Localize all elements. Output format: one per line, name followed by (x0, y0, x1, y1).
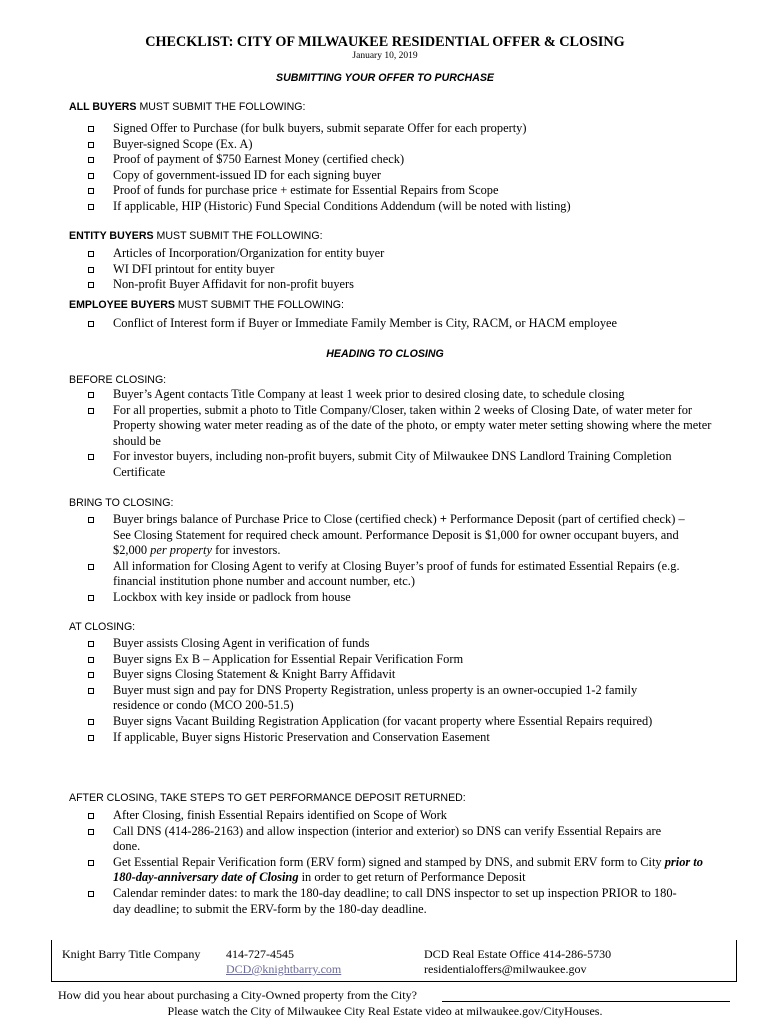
checkbox-icon[interactable] (88, 564, 94, 570)
checkbox-icon[interactable] (88, 891, 94, 897)
item-text: Proof of funds for purchase price + estimate for Essential Repairs from Scope (113, 183, 499, 198)
list-item (0, 824, 683, 855)
list-item (0, 316, 733, 332)
checkbox-icon[interactable] (88, 517, 94, 523)
item-text: Buyer must sign and pay for DNS Property Registration, unless property is an owner-occupied 1-2 family residence or condo (MCO 200-51.5) (113, 682, 638, 713)
all-buyers-heading-rest: MUST SUBMIT THE FOLLOWING: (136, 101, 306, 113)
employee-buyers-list (0, 316, 770, 332)
item-text: If applicable, Buyer signs Historic Preservation and Conservation Easement (113, 729, 490, 744)
item-text: Articles of Incorporation/Organization for entity buyer (113, 246, 385, 260)
checkbox-icon[interactable] (88, 454, 94, 460)
checkbox-icon[interactable] (88, 321, 94, 327)
item-text-part: Get Essential Repair Verification form (ERV form) signed and stamped by DNS, and submit ERV form to City (113, 854, 665, 869)
item-text: Buyer signs Vacant Building Registration Application (for vacant property where Essential Repairs required) (113, 713, 653, 728)
checkbox-icon[interactable] (88, 282, 94, 288)
survey-question: How did you hear about purchasing a City-Owned property from the City? (58, 988, 417, 1002)
list-item (0, 277, 713, 293)
checkbox-icon[interactable] (88, 173, 94, 179)
list-item (0, 168, 713, 184)
item-text: If applicable, HIP (Historic) Fund Special Conditions Addendum (will be noted with listing) (113, 198, 571, 213)
document-title: CHECKLIST: CITY OF MILWAUKEE RESIDENTIAL OFFER & CLOSING (145, 34, 625, 50)
list-item (0, 183, 713, 199)
checkbox-icon[interactable] (88, 813, 94, 819)
item-text: Buyer’s Agent contacts Title Company at least 1 week prior to desired closing date, to schedule closing (113, 387, 625, 401)
item-text: Buyer signs Ex B – Application for Essential Repair Verification Form (113, 651, 464, 666)
item-text: After Closing, finish Essential Repairs identified on Scope of Work (113, 808, 447, 822)
employee-buyers-heading-rest: MUST SUBMIT THE FOLLOWING: (174, 299, 344, 311)
list-item (0, 636, 713, 652)
checkbox-icon[interactable] (88, 672, 94, 678)
checkbox-icon[interactable] (88, 829, 94, 835)
list-item (0, 886, 693, 917)
list-item (0, 262, 713, 278)
bring-to-closing-heading: BRING TO CLOSING: (69, 497, 174, 509)
checkbox-icon[interactable] (88, 204, 94, 210)
list-item (0, 730, 713, 746)
list-item (0, 403, 713, 450)
item-text: Calendar reminder dates: to mark the 180-day deadline; to call DNS inspector to set up inspection PRIOR to 180-day deadline; to submit the ERV-form by the 180-day deadline. (113, 885, 677, 916)
checkbox-icon[interactable] (88, 641, 94, 647)
item-text-part: for investors. (212, 543, 281, 558)
item-text: Buyer-signed Scope (Ex. A) (113, 136, 253, 151)
list-item (0, 199, 713, 215)
plus-sign: + (439, 512, 447, 526)
list-item (0, 152, 713, 168)
all-buyers-heading (69, 101, 305, 113)
entity-buyers-heading (69, 230, 323, 242)
item-text: WI DFI printout for entity buyer (113, 261, 275, 276)
list-item (0, 590, 713, 606)
all-buyers-heading-bold: ALL BUYERS (69, 101, 137, 113)
item-text: Signed Offer to Purchase (for bulk buyers, submit separate Offer for each property) (113, 121, 527, 135)
list-item (0, 121, 713, 137)
checkbox-icon[interactable] (88, 188, 94, 194)
all-buyers-list (0, 121, 770, 215)
list-item (0, 246, 713, 262)
bring-to-closing-list (0, 512, 770, 606)
item-text: Buyer assists Closing Agent in verification of funds (113, 636, 370, 650)
list-item (0, 559, 690, 590)
item-text (113, 855, 703, 885)
list-item (0, 667, 713, 683)
document-date: January 10, 2019 (352, 51, 418, 61)
checkbox-icon[interactable] (88, 408, 94, 414)
item-text: Proof of payment of $750 Earnest Money (certified check) (113, 152, 405, 167)
item-text-emphasis: prior to 180-day-anniversary date of Closing (113, 854, 703, 885)
contact-box (51, 940, 737, 982)
item-text: All information for Closing Agent to verify at Closing Buyer’s proof of funds for estimated Essential Repairs (e.g. financial institution phone number and account number, etc.) (113, 558, 680, 589)
dcd-email: residentialoffers@milwaukee.gov (424, 962, 587, 976)
checkbox-icon[interactable] (88, 392, 94, 398)
item-text-part: Performance Deposit (part of certified check) – See Closing Statement for required check amount. Performance Deposit is $1,000 for owner occupant buyers, and $2,000 (113, 512, 685, 558)
item-text-emphasis: per property (150, 543, 212, 558)
checkbox-icon[interactable] (88, 688, 94, 694)
item-text: Buyer signs Closing Statement & Knight Barry Affidavit (113, 667, 396, 682)
checkbox-icon[interactable] (88, 860, 94, 866)
title-company-email-link[interactable]: DCD@knightbarry.com (226, 962, 342, 976)
section-title-closing: HEADING TO CLOSING (326, 348, 444, 360)
after-closing-list (0, 808, 770, 917)
list-item (0, 652, 713, 668)
item-text-part: Buyer brings balance of Purchase Price to Close (certified check) (113, 512, 440, 526)
list-item (0, 683, 678, 714)
before-closing-heading: BEFORE CLOSING: (69, 374, 167, 386)
checkbox-icon[interactable] (88, 157, 94, 163)
dcd-office: DCD Real Estate Office 414-286-5730 (424, 947, 612, 961)
checkbox-icon[interactable] (88, 735, 94, 741)
list-item (0, 855, 703, 886)
item-text: Call DNS (414-286-2163) and allow inspection (interior and exterior) so DNS can verify Essential Repairs are done. (113, 823, 662, 854)
video-note: Please watch the City of Milwaukee City Real Estate video at milwaukee.gov/CityHouses. (167, 1004, 603, 1018)
survey-answer-line[interactable] (442, 1001, 730, 1002)
at-closing-list (0, 636, 770, 745)
list-item (0, 512, 690, 559)
checkbox-icon[interactable] (88, 595, 94, 601)
list-item (0, 387, 713, 403)
list-item (0, 137, 713, 153)
item-text-part: in order to get return of Performance Deposit (298, 870, 526, 885)
item-text: Conflict of Interest form if Buyer or Immediate Family Member is City, RACM, or HACM employee (113, 316, 618, 330)
item-text: Non-profit Buyer Affidavit for non-profit buyers (113, 277, 354, 292)
checkbox-icon[interactable] (88, 719, 94, 725)
checkbox-icon[interactable] (88, 267, 94, 273)
title-company-phone: 414-727-4545 (226, 947, 294, 961)
item-text: Lockbox with key inside or padlock from house (113, 589, 351, 604)
before-closing-list (0, 387, 770, 481)
checkbox-icon[interactable] (88, 126, 94, 132)
section-title-submitting: SUBMITTING YOUR OFFER TO PURCHASE (276, 72, 494, 84)
item-text (113, 512, 685, 557)
employee-buyers-heading (69, 299, 344, 311)
item-text: For investor buyers, including non-profit buyers, submit City of Milwaukee DNS Landlord Training Completion Certificate (113, 449, 672, 479)
list-item (0, 449, 688, 480)
entity-buyers-heading-rest: MUST SUBMIT THE FOLLOWING: (153, 230, 323, 242)
at-closing-heading: AT CLOSING: (69, 621, 136, 633)
entity-buyers-heading-bold: ENTITY BUYERS (69, 230, 154, 242)
item-text: Copy of government-issued ID for each signing buyer (113, 167, 382, 182)
after-closing-heading: AFTER CLOSING, TAKE STEPS TO GET PERFORMANCE DEPOSIT RETURNED: (69, 792, 466, 804)
list-item (0, 808, 713, 824)
employee-buyers-heading-bold: EMPLOYEE BUYERS (69, 299, 175, 311)
checkbox-icon[interactable] (88, 142, 94, 148)
list-item (0, 714, 693, 730)
checkbox-icon[interactable] (88, 657, 94, 663)
title-company-name: Knight Barry Title Company (62, 947, 201, 961)
checkbox-icon[interactable] (88, 251, 94, 257)
entity-buyers-list (0, 246, 770, 293)
item-text: For all properties, submit a photo to Title Company/Closer, taken within 2 weeks of Closing Date, of water meter for Property showing water meter reading as of the date of the photo, or empty water meter setting showing where the meter should be (113, 402, 712, 448)
